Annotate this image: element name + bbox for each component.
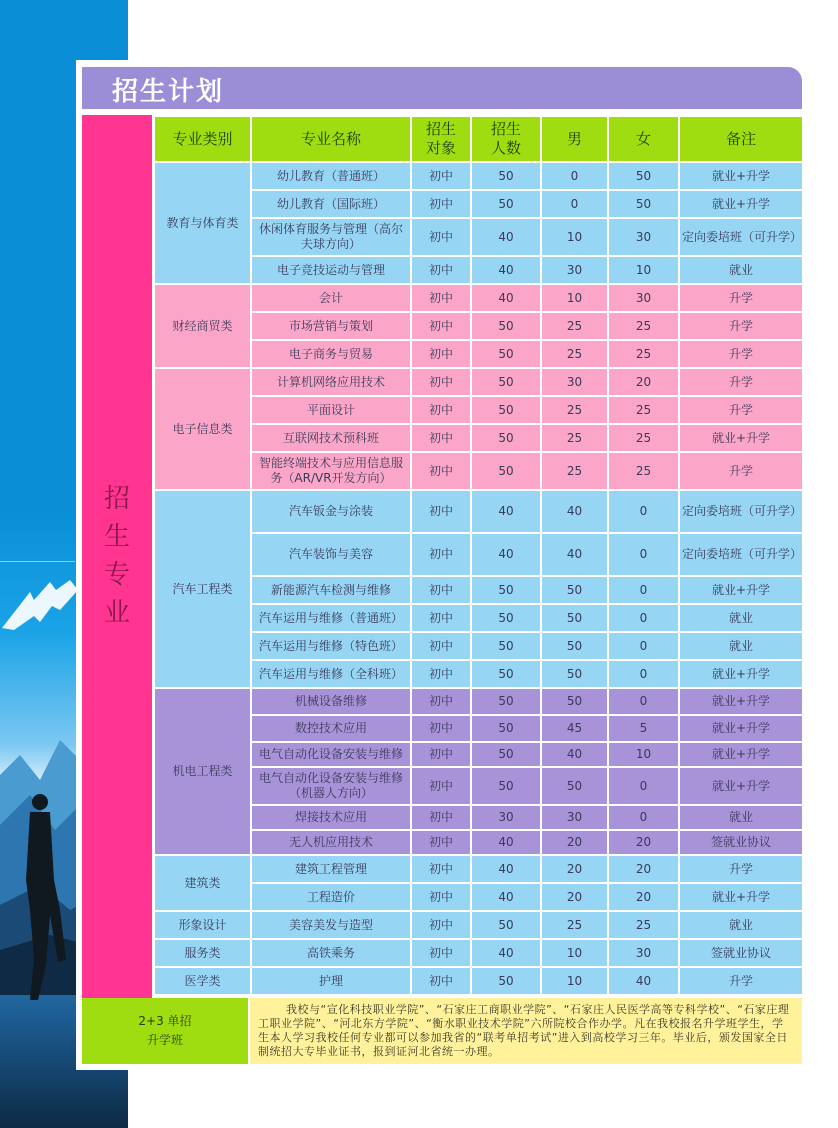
female-cell: 20 [608, 883, 679, 911]
program-description: 我校与“宣化科技职业学院”、“石家庄工商职业学院”、“石家庄人民医学高等专科学校”、“石家庄理工职业学院”、“河北东方学院”、“衡水职业技术学院”六所院校合作办学。凡在我校报名升学班学生，学生本人学习我校任何专业都可以参加我省的“联考单招考试”进入到高校学习三年。毕业后，颁发国家全日制统招大专毕业证书，报到证河北省统一办理。 [250, 998, 802, 1064]
count-cell: 50 [471, 967, 541, 995]
table-row [154, 162, 803, 190]
remark-cell: 就业+升学 [679, 162, 803, 190]
decorative-line [0, 561, 75, 562]
target-cell: 初中 [411, 490, 471, 533]
table-row [154, 368, 803, 396]
count-cell: 40 [471, 490, 541, 533]
female-cell: 0 [608, 688, 679, 715]
target-cell: 初中 [411, 688, 471, 715]
count-cell: 40 [471, 855, 541, 883]
table-row [154, 340, 803, 368]
female-cell: 30 [608, 939, 679, 967]
major-cell: 汽车运用与维修（特色班） [251, 632, 411, 660]
target-cell: 初中 [411, 284, 471, 312]
header-count: 招生人数 [471, 116, 541, 162]
target-cell: 初中 [411, 162, 471, 190]
table-row [154, 660, 803, 688]
major-cell: 高铁乘务 [251, 939, 411, 967]
major-cell: 电子商务与贸易 [251, 340, 411, 368]
remark-cell: 就业+升学 [679, 883, 803, 911]
female-cell: 30 [608, 284, 679, 312]
major-cell: 幼儿教育（国际班） [251, 190, 411, 218]
count-cell: 40 [471, 830, 541, 855]
female-cell: 25 [608, 911, 679, 939]
male-cell: 0 [541, 190, 608, 218]
major-cell: 汽车钣金与涂装 [251, 490, 411, 533]
female-cell: 0 [608, 660, 679, 688]
count-cell: 50 [471, 604, 541, 632]
male-cell: 45 [541, 715, 608, 742]
count-cell: 50 [471, 162, 541, 190]
table-row [154, 688, 803, 715]
target-cell: 初中 [411, 855, 471, 883]
major-cell: 汽车运用与维修（全科班） [251, 660, 411, 688]
count-cell: 50 [471, 312, 541, 340]
remark-cell: 就业 [679, 911, 803, 939]
count-cell: 50 [471, 767, 541, 805]
count-cell: 40 [471, 939, 541, 967]
female-cell: 0 [608, 533, 679, 576]
female-cell: 0 [608, 805, 679, 830]
female-cell: 25 [608, 424, 679, 452]
female-cell: 50 [608, 190, 679, 218]
male-cell: 10 [541, 939, 608, 967]
target-cell: 初中 [411, 742, 471, 767]
major-cell: 美容美发与造型 [251, 911, 411, 939]
target-cell: 初中 [411, 533, 471, 576]
target-cell: 初中 [411, 190, 471, 218]
category-cell: 电子信息类 [154, 368, 251, 490]
table-row [154, 576, 803, 604]
category-cell: 机电工程类 [154, 688, 251, 855]
male-cell: 30 [541, 256, 608, 284]
major-cell: 机械设备维修 [251, 688, 411, 715]
male-cell: 30 [541, 805, 608, 830]
target-cell: 初中 [411, 830, 471, 855]
remark-cell: 升学 [679, 312, 803, 340]
header-remark: 备注 [679, 116, 803, 162]
remark-cell: 升学 [679, 396, 803, 424]
target-cell: 初中 [411, 256, 471, 284]
target-cell: 初中 [411, 660, 471, 688]
remark-cell: 就业+升学 [679, 767, 803, 805]
remark-cell: 就业+升学 [679, 424, 803, 452]
table-row [154, 452, 803, 490]
side-label-char: 生 [103, 522, 130, 552]
header-category: 专业类别 [154, 116, 251, 162]
male-cell: 25 [541, 452, 608, 490]
male-cell: 20 [541, 830, 608, 855]
male-cell: 25 [541, 396, 608, 424]
major-cell: 建筑工程管理 [251, 855, 411, 883]
target-cell: 初中 [411, 368, 471, 396]
male-cell: 40 [541, 490, 608, 533]
category-cell: 汽车工程类 [154, 490, 251, 688]
header-female: 女 [608, 116, 679, 162]
female-cell: 10 [608, 256, 679, 284]
category-cell: 财经商贸类 [154, 284, 251, 368]
table-row [154, 742, 803, 767]
target-cell: 初中 [411, 396, 471, 424]
target-cell: 初中 [411, 218, 471, 256]
table-row [154, 939, 803, 967]
count-cell: 40 [471, 256, 541, 284]
target-cell: 初中 [411, 604, 471, 632]
male-cell: 20 [541, 855, 608, 883]
table-row [154, 805, 803, 830]
remark-cell: 签就业协议 [679, 830, 803, 855]
count-cell: 40 [471, 284, 541, 312]
remark-cell: 升学 [679, 284, 803, 312]
major-cell: 汽车运用与维修（普通班） [251, 604, 411, 632]
remark-cell: 就业 [679, 805, 803, 830]
remark-cell: 就业 [679, 256, 803, 284]
table-header-row [154, 116, 803, 162]
male-cell: 10 [541, 284, 608, 312]
male-cell: 50 [541, 767, 608, 805]
male-cell: 50 [541, 604, 608, 632]
remark-cell: 升学 [679, 452, 803, 490]
major-cell: 计算机网络应用技术 [251, 368, 411, 396]
target-cell: 初中 [411, 715, 471, 742]
female-cell: 25 [608, 396, 679, 424]
male-cell: 50 [541, 576, 608, 604]
female-cell: 20 [608, 855, 679, 883]
remark-cell: 就业+升学 [679, 576, 803, 604]
major-cell: 会计 [251, 284, 411, 312]
category-cell: 建筑类 [154, 855, 251, 911]
header-major: 专业名称 [251, 116, 411, 162]
major-cell: 护理 [251, 967, 411, 995]
male-cell: 50 [541, 688, 608, 715]
female-cell: 25 [608, 452, 679, 490]
program-2plus3-label [82, 998, 248, 1064]
category-cell: 服务类 [154, 939, 251, 967]
female-cell: 25 [608, 340, 679, 368]
major-cell: 电子竞技运动与管理 [251, 256, 411, 284]
male-cell: 10 [541, 218, 608, 256]
male-cell: 50 [541, 660, 608, 688]
target-cell: 初中 [411, 967, 471, 995]
target-cell: 初中 [411, 883, 471, 911]
target-cell: 初中 [411, 632, 471, 660]
side-label-char: 招 [103, 484, 130, 514]
count-cell: 40 [471, 218, 541, 256]
male-cell: 50 [541, 632, 608, 660]
program-label-line2: 升学班 [146, 1033, 183, 1047]
count-cell: 50 [471, 340, 541, 368]
target-cell: 初中 [411, 312, 471, 340]
count-cell: 50 [471, 396, 541, 424]
major-cell: 汽车装饰与美容 [251, 533, 411, 576]
remark-cell: 升学 [679, 967, 803, 995]
female-cell: 0 [608, 490, 679, 533]
table-row [154, 284, 803, 312]
female-cell: 10 [608, 742, 679, 767]
program-label-line1: 2+3 单招 [138, 1014, 192, 1028]
table-row [154, 396, 803, 424]
target-cell: 初中 [411, 911, 471, 939]
major-cell: 幼儿教育（普通班） [251, 162, 411, 190]
male-cell: 0 [541, 162, 608, 190]
major-cell: 智能终端技术与应用信息服务（AR/VR开发方向） [251, 452, 411, 490]
table-row [154, 911, 803, 939]
male-cell: 10 [541, 967, 608, 995]
remark-cell: 就业+升学 [679, 688, 803, 715]
count-cell: 50 [471, 576, 541, 604]
major-cell: 电气自动化设备安装与维修 [251, 742, 411, 767]
table-row [154, 190, 803, 218]
count-cell: 50 [471, 660, 541, 688]
count-cell: 50 [471, 688, 541, 715]
count-cell: 50 [471, 424, 541, 452]
target-cell: 初中 [411, 452, 471, 490]
major-cell: 新能源汽车检测与维修 [251, 576, 411, 604]
table-row [154, 967, 803, 995]
count-cell: 50 [471, 190, 541, 218]
table-row [154, 632, 803, 660]
table-row [154, 533, 803, 576]
male-cell: 25 [541, 340, 608, 368]
remark-cell: 定向委培班（可升学） [679, 533, 803, 576]
target-cell: 初中 [411, 939, 471, 967]
table-row [154, 830, 803, 855]
count-cell: 50 [471, 715, 541, 742]
category-cell: 医学类 [154, 967, 251, 995]
table-row [154, 604, 803, 632]
count-cell: 50 [471, 632, 541, 660]
female-cell: 20 [608, 830, 679, 855]
female-cell: 0 [608, 604, 679, 632]
male-cell: 25 [541, 424, 608, 452]
major-cell: 电气自动化设备安装与维修（机器人方向） [251, 767, 411, 805]
count-cell: 50 [471, 452, 541, 490]
female-cell: 0 [608, 576, 679, 604]
major-cell: 平面设计 [251, 396, 411, 424]
major-cell: 互联网技术预科班 [251, 424, 411, 452]
female-cell: 40 [608, 967, 679, 995]
count-cell: 50 [471, 911, 541, 939]
remark-cell: 就业+升学 [679, 660, 803, 688]
count-cell: 30 [471, 805, 541, 830]
table-row [154, 256, 803, 284]
category-cell: 形象设计 [154, 911, 251, 939]
table-row [154, 312, 803, 340]
male-cell: 40 [541, 742, 608, 767]
target-cell: 初中 [411, 805, 471, 830]
table-row [154, 218, 803, 256]
female-cell: 25 [608, 312, 679, 340]
remark-cell: 就业+升学 [679, 190, 803, 218]
female-cell: 0 [608, 632, 679, 660]
header-target: 招生对象 [411, 116, 471, 162]
female-cell: 30 [608, 218, 679, 256]
table-row [154, 855, 803, 883]
count-cell: 50 [471, 368, 541, 396]
remark-cell: 升学 [679, 340, 803, 368]
table-row [154, 490, 803, 533]
remark-cell: 升学 [679, 368, 803, 396]
female-cell: 50 [608, 162, 679, 190]
count-cell: 40 [471, 533, 541, 576]
hiker-silhouette-icon [20, 790, 70, 1010]
table-row [154, 883, 803, 911]
table-row [154, 424, 803, 452]
target-cell: 初中 [411, 424, 471, 452]
target-cell: 初中 [411, 767, 471, 805]
male-cell: 25 [541, 911, 608, 939]
remark-cell: 升学 [679, 855, 803, 883]
male-cell: 40 [541, 533, 608, 576]
remark-cell: 就业+升学 [679, 742, 803, 767]
female-cell: 5 [608, 715, 679, 742]
page-title: 招生计划 [112, 77, 225, 107]
major-cell: 市场营销与策划 [251, 312, 411, 340]
female-cell: 0 [608, 767, 679, 805]
male-cell: 25 [541, 312, 608, 340]
remark-cell: 就业 [679, 604, 803, 632]
major-cell: 焊接技术应用 [251, 805, 411, 830]
header-male: 男 [541, 116, 608, 162]
male-cell: 30 [541, 368, 608, 396]
major-cell: 数控技术应用 [251, 715, 411, 742]
remark-cell: 就业 [679, 632, 803, 660]
remark-cell: 签就业协议 [679, 939, 803, 967]
title-bar [82, 67, 802, 109]
target-cell: 初中 [411, 340, 471, 368]
enrollment-plan-table [153, 115, 804, 996]
major-cell: 工程造价 [251, 883, 411, 911]
target-cell: 初中 [411, 576, 471, 604]
count-cell: 40 [471, 883, 541, 911]
male-cell: 20 [541, 883, 608, 911]
scribble-graphic-icon [0, 580, 80, 630]
side-label-enrollment-majors [82, 115, 152, 998]
side-label-char: 业 [103, 598, 130, 628]
count-cell: 50 [471, 742, 541, 767]
remark-cell: 定向委培班（可升学） [679, 218, 803, 256]
remark-cell: 定向委培班（可升学） [679, 490, 803, 533]
major-cell: 无人机应用技术 [251, 830, 411, 855]
female-cell: 20 [608, 368, 679, 396]
table-row [154, 767, 803, 805]
major-cell: 休闲体育服务与管理（高尔夫球方向） [251, 218, 411, 256]
remark-cell: 就业+升学 [679, 715, 803, 742]
side-label-char: 专 [103, 560, 130, 590]
category-cell: 教育与体育类 [154, 162, 251, 284]
side-label-text [82, 480, 152, 632]
table-row [154, 715, 803, 742]
